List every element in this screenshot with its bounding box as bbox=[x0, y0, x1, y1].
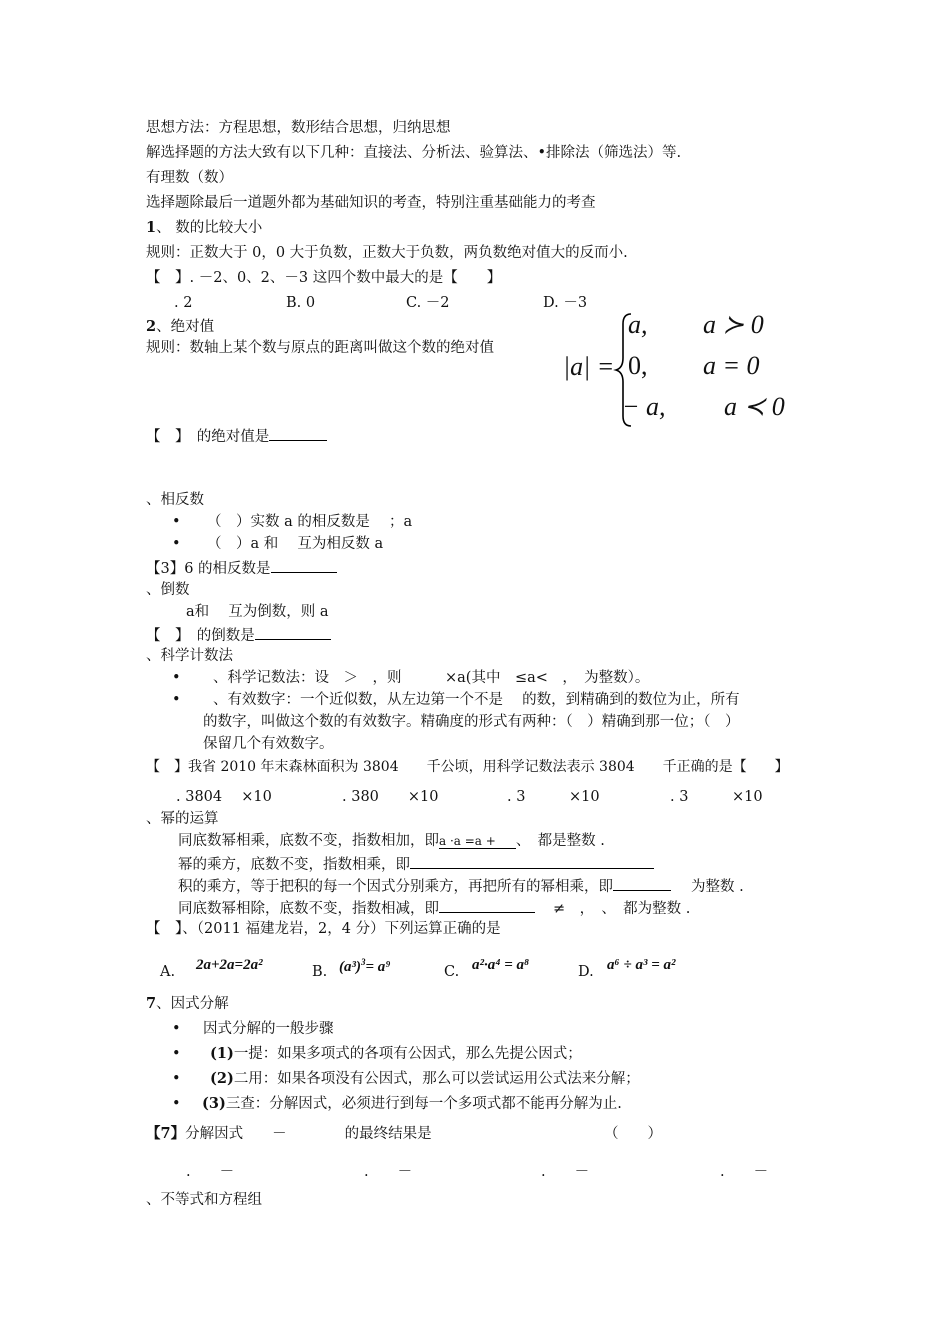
q7-answer-paren: （ ） bbox=[604, 1126, 662, 1142]
q6-option-c-label: C. bbox=[444, 964, 460, 980]
q1-option-d: D. －3 bbox=[543, 295, 588, 311]
bullet-icon: • bbox=[172, 1071, 181, 1087]
section-4-heading: 、倒数 bbox=[146, 582, 190, 598]
abs-case-2-value: 0, bbox=[628, 351, 648, 380]
question-2: 【 】 的绝对值是 bbox=[146, 425, 327, 447]
abs-case-1-value: a, bbox=[628, 310, 648, 339]
section-number: 1 bbox=[146, 219, 157, 236]
section-number: 7 bbox=[146, 995, 157, 1012]
s6-line-2: 幂的乘方，底数不变，指数相乘，即 bbox=[178, 853, 654, 875]
q7-option-d: . － bbox=[720, 1164, 769, 1180]
bullet-icon: • bbox=[172, 670, 181, 686]
q6-option-d-label: D. bbox=[578, 964, 594, 980]
q1-option-a: . 2 bbox=[174, 295, 193, 311]
section-2-heading bbox=[146, 317, 214, 337]
abs-case-1-condition: a ≻ 0 bbox=[703, 310, 764, 339]
abs-lhs: |a| = bbox=[563, 352, 615, 381]
rule-1: 规则：正数大于 0，0 大于负数，正数大于负数，两负数绝对值大的反而小. bbox=[146, 245, 628, 261]
answer-blank bbox=[255, 624, 331, 640]
intro-line-3: 有理数（数） bbox=[146, 170, 233, 186]
section-title: 、绝对值 bbox=[156, 319, 215, 335]
s5-bullet-2c: 保留几个有效数字。 bbox=[203, 736, 334, 752]
answer-blank bbox=[269, 425, 327, 441]
q6-option-b-formula: $(a^3)^3= a^9$ bbox=[339, 957, 391, 975]
s5-bullet-2a: 、有效数字：一个近似数，从左边第一个不是 的数，到精确到的数位为止，所有 bbox=[213, 692, 740, 708]
section-6-heading: 、幂的运算 bbox=[146, 811, 219, 827]
q7-option-b: . － bbox=[364, 1164, 413, 1180]
section-1-heading bbox=[146, 218, 262, 238]
formula-blank: a ·a =a + bbox=[439, 834, 516, 849]
question-6: 【 】、（2011 福建龙岩，2，4 分）下列运算正确的是 bbox=[146, 921, 501, 937]
q6-option-a-formula: 2a+2a=2a² bbox=[196, 957, 263, 973]
abs-case-3-condition: a ≺ 0 bbox=[724, 392, 785, 421]
bullet-icon: • bbox=[172, 514, 181, 530]
question-5: 【 】我省 2010 年末森林面积为 3804 千公顷，用科学记数法表示 3804 千正确的是【 】 bbox=[146, 759, 789, 775]
answer-blank bbox=[613, 875, 671, 891]
q6-option-d-formula: a⁶ ÷ a³ = a² bbox=[607, 957, 676, 973]
s6-line-3: 积的乘方，等于把积的每一个因式分别乘方，再把所有的幂相乘，即 为整数 . bbox=[178, 875, 744, 897]
section-title: 、因式分解 bbox=[156, 996, 229, 1012]
section-number: 2 bbox=[146, 318, 157, 335]
s6-line-4: 同底数幂相除，底数不变，指数相减，即 ≠ ， 、 都为整数 . bbox=[178, 897, 690, 919]
q6-option-a-label: A. bbox=[160, 964, 176, 980]
question-4: 【 】 的倒数是 bbox=[146, 624, 331, 646]
question-7: 【7】分解因式 － 的最终结果是 bbox=[146, 1125, 432, 1142]
answer-blank bbox=[410, 853, 654, 869]
s4-line-1: a和 互为倒数，则 a bbox=[186, 604, 329, 620]
q5-option-c: . 3 ×10 bbox=[507, 789, 600, 805]
q7-option-c: . － bbox=[541, 1164, 590, 1180]
section-5-heading: 、科学计数法 bbox=[146, 648, 233, 664]
s6-line-1: 同底数幂相乘，底数不变，指数相加，即a ·a =a + 、 都是整数 . bbox=[178, 833, 605, 849]
q6-option-c-formula: a²·a⁴ = a⁸ bbox=[472, 957, 530, 973]
bullet-icon: • bbox=[172, 1021, 181, 1037]
abs-case-2-condition: a = 0 bbox=[703, 351, 760, 380]
s7-bullet-2: (2)二用：如果各项没有公因式，那么可以尝试运用公式法来分解； bbox=[210, 1070, 640, 1087]
s7-bullet-1: (1)一提：如果多项式的各项有公因式，那么先提公因式； bbox=[210, 1045, 582, 1062]
bullet-icon: • bbox=[172, 1096, 181, 1112]
bullet-icon: • bbox=[172, 536, 181, 552]
section-7-heading bbox=[146, 994, 229, 1014]
s5-bullet-1: 、科学记数法：设 ＞ ，则 ×a(其中 ≤a< ， 为整数）。 bbox=[213, 670, 650, 686]
s7-bullet-3: (3)三查：分解因式，必须进行到每一个多项式都不能再分解为止. bbox=[202, 1095, 622, 1112]
bullet-icon: • bbox=[172, 1046, 181, 1062]
q5-option-a: . 3804 ×10 bbox=[176, 789, 272, 805]
intro-line-2: 解选择题的方法大致有以下几种：直接法、分析法、验算法、•排除法（筛选法）等. bbox=[146, 145, 682, 161]
rule-2: 规则：数轴上某个数与原点的距离叫做这个数的绝对值 bbox=[146, 340, 494, 356]
q5-option-b: . 380 ×10 bbox=[342, 789, 439, 805]
q6-option-b-label: B. bbox=[312, 964, 328, 980]
section-title: 、 数的比较大小 bbox=[156, 220, 263, 236]
q1-option-b: B. 0 bbox=[286, 295, 316, 311]
section-8-heading: 、不等式和方程组 bbox=[146, 1192, 262, 1208]
s3-bullet-2: （ ）a 和 互为相反数 a bbox=[207, 536, 384, 552]
intro-line-1: 思想方法：方程思想，数形结合思想，归纳思想 bbox=[146, 120, 451, 136]
q5-option-d: . 3 ×10 bbox=[670, 789, 763, 805]
s5-bullet-2b: 的数字，叫做这个数的有效数字。精确度的形式有两种：（ ）精确到那一位；（ ） bbox=[203, 714, 740, 730]
q7-option-a: . － bbox=[186, 1164, 235, 1180]
question-3: 【3】6 的相反数是 bbox=[146, 557, 337, 579]
s3-bullet-1: （ ）实数 a 的相反数是 ；a bbox=[207, 514, 413, 530]
bullet-icon: • bbox=[172, 692, 181, 708]
question-1: 【 】. －2、0、2、－3 这四个数中最大的是【 】 bbox=[146, 270, 502, 286]
section-3-heading: 、相反数 bbox=[146, 492, 204, 508]
intro-line-4: 选择题除最后一道题外都为基础知识的考查，特别注重基础能力的考查 bbox=[146, 195, 596, 211]
q1-option-c: C. －2 bbox=[406, 295, 450, 311]
abs-case-3-value: − a, bbox=[622, 392, 666, 421]
answer-blank bbox=[271, 557, 337, 573]
answer-blank bbox=[439, 897, 535, 913]
s7-bullet-0: 因式分解的一般步骤 bbox=[203, 1021, 334, 1037]
